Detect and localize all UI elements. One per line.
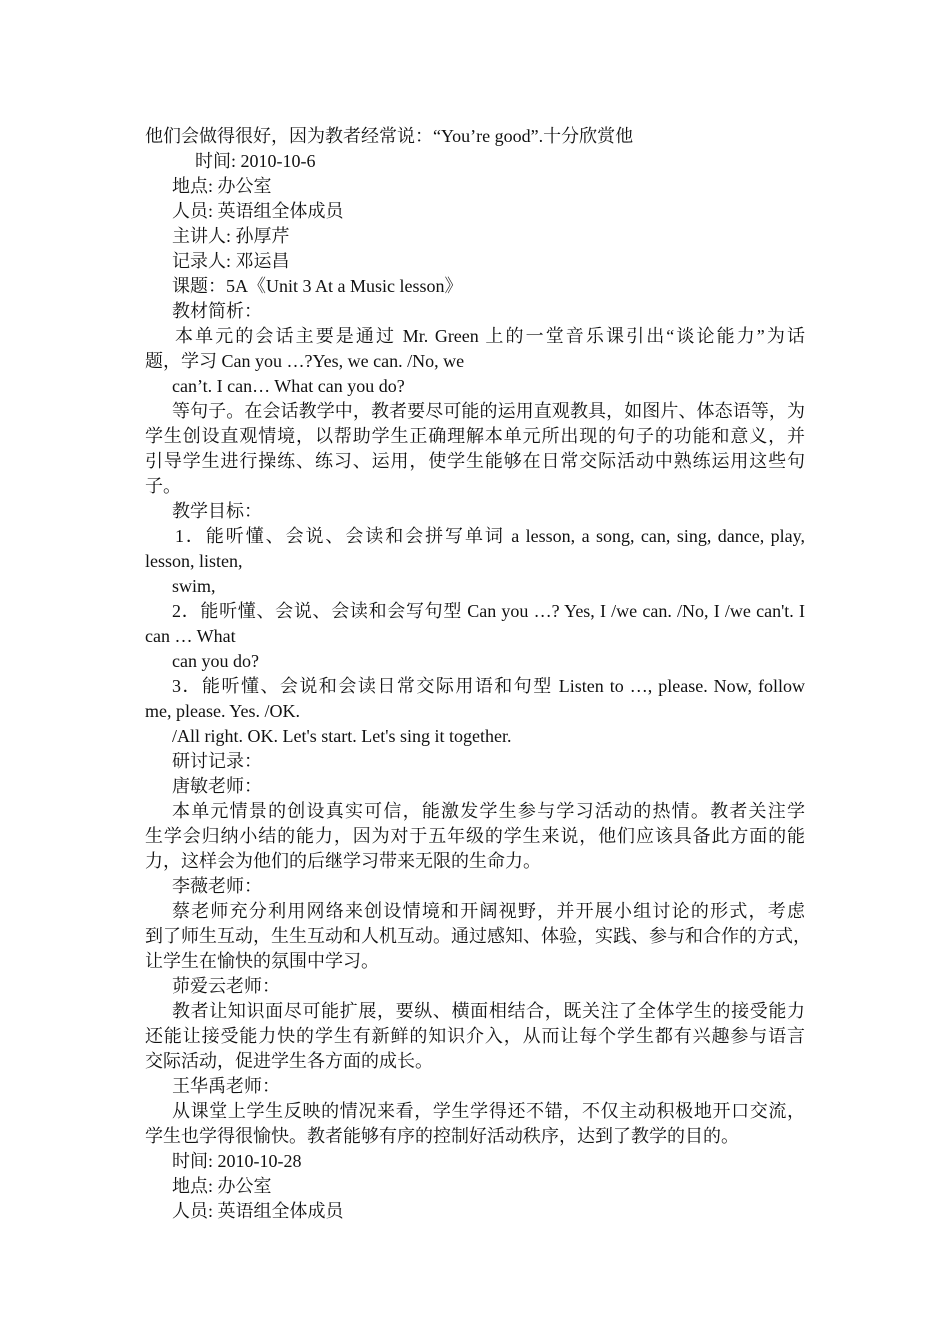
text-line: 生学会归纳小结的能力，因为对于五年级的学生来说，他们应该具备此方面的能 — [145, 826, 805, 846]
text-line: 学生也学得很愉快。教者能够有序的控制好活动秩序，达到了教学的目的。 — [145, 1126, 739, 1146]
text-line: 课题：5A《Unit 3 At a Music lesson》 — [172, 276, 463, 296]
text-line: 还能让接受能力快的学生有新鲜的知识介入，从而让每个学生都有兴趣参与语言 — [145, 1026, 805, 1046]
text-line: 地点: 办公室 — [172, 176, 272, 196]
text-line: 地点: 办公室 — [172, 1176, 272, 1196]
text-line: 力，这样会为他们的后继学习带来无限的生命力。 — [145, 851, 541, 871]
text-line: 本单元的会话主要是通过 Mr. Green 上的一堂音乐课引出“谈论能力”为话 — [175, 326, 805, 346]
text-line: 子。 — [145, 476, 181, 496]
text-line: me, please. Yes. /OK. — [145, 701, 300, 721]
text-line: 唐敏老师： — [172, 776, 262, 796]
text-line: 时间: 2010-10-28 — [172, 1151, 302, 1171]
text-line: 引导学生进行操练、练习、运用，使学生能够在日常交际活动中熟练运用这些句 — [145, 451, 805, 471]
text-line: 交际活动，促进学生各方面的成长。 — [145, 1051, 433, 1071]
text-line: 3．能听懂、会说和会读日常交际用语和句型 Listen to …, please. Now, follow — [172, 676, 805, 696]
text-line: /All right. OK. Let's start. Let's sing it together. — [172, 726, 512, 746]
text-line: 李薇老师： — [172, 876, 262, 896]
text-line: lesson, listen, — [145, 551, 243, 571]
text-line: 人员: 英语组全体成员 — [172, 201, 344, 221]
text-line: 时间: 2010-10-6 — [195, 151, 316, 171]
text-line: 本单元情景的创设真实可信，能激发学生参与学习活动的热情。教者关注学 — [172, 801, 805, 821]
text-line: 到了师生互动，生生互动和人机互动。通过感知、体验，实践、参与和合作的方式， — [145, 926, 811, 946]
text-line: 让学生在愉快的氛围中学习。 — [145, 951, 379, 971]
text-line: 等句子。在会话教学中，教者要尽可能的运用直观教具，如图片、体态语等，为 — [172, 401, 805, 421]
text-line: 题，学习 Can you …?Yes, we can. /No, we — [145, 351, 465, 371]
text-line: 茆爱云老师： — [172, 976, 280, 996]
text-line: 他们会做得很好，因为教者经常说：“You’re good”.十分欣赏他 — [145, 126, 634, 146]
text-line: swim, — [172, 576, 216, 596]
text-line: 教材简析： — [172, 301, 262, 321]
text-line: 研讨记录： — [172, 751, 262, 771]
text-line: 2．能听懂、会说、会读和会写句型 Can you …? Yes, I /we can. /No, I /we can't. I — [172, 601, 805, 621]
text-line: can’t. I can… What can you do? — [172, 376, 405, 396]
text-line: can … What — [145, 626, 236, 646]
text-line: 记录人: 邓运昌 — [172, 251, 290, 271]
text-line: 王华禹老师： — [172, 1076, 280, 1096]
text-line: 从课堂上学生反映的情况来看，学生学得还不错，不仅主动积极地开口交流， — [172, 1101, 805, 1121]
text-line: 人员: 英语组全体成员 — [172, 1201, 344, 1221]
text-line: 1．能听懂、会说、会读和会拼写单词 a lesson, a song, can, sing, dance, play, — [175, 526, 805, 546]
text-line: 蔡老师充分利用网络来创设情境和开阔视野，并开展小组讨论的形式，考虑 — [172, 901, 805, 921]
text-line: 学生创设直观情境，以帮助学生正确理解本单元所出现的句子的功能和意义，并 — [145, 426, 805, 446]
text-line: 主讲人: 孙厚芹 — [172, 226, 290, 246]
text-line: can you do? — [172, 651, 259, 671]
text-line: 教者让知识面尽可能扩展，要纵、横面相结合，既关注了全体学生的接受能力 — [172, 1001, 805, 1021]
text-line: 教学目标： — [172, 501, 262, 521]
